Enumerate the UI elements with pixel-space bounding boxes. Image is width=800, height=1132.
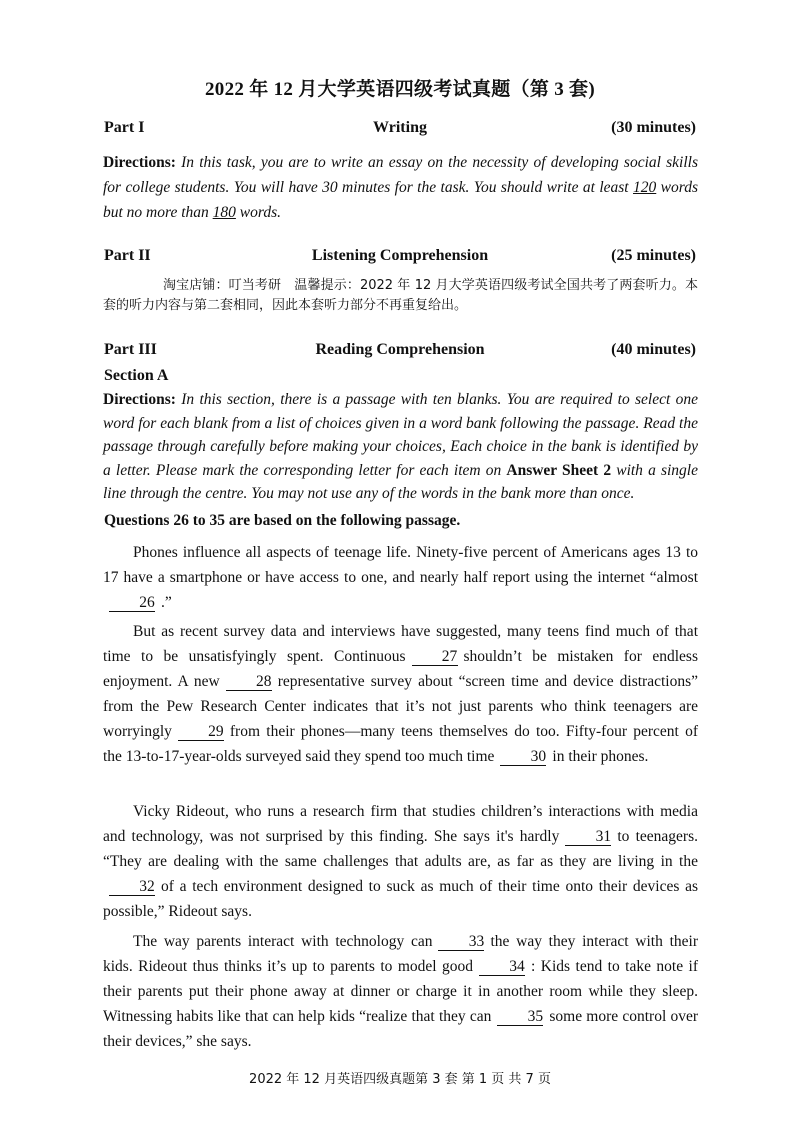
- directions-label: Directions:: [103, 391, 176, 408]
- passage-paragraph-1: Phones influence all aspects of teenage life. Ninety-five percent of Americans ages 13 to 17 have a smartphone or have access to one, and nearly half report using the internet “almost26 .”: [103, 544, 698, 611]
- max-words: 180: [212, 204, 236, 221]
- part2-label: Part II: [104, 247, 151, 264]
- passage-paragraph-2: But as recent survey data and interviews have suggested, many teens find much of that time to be unsatisfyingly spent. Continuous 27 shouldn’t be mistaken for endless enjoyment. A new 28 representative survey about “screen time and device distractions” from the Pew Research Center indicates that it’s not just parents who think teenagers are worryingly 29 from their phones—many teens themselves do too. Fifty-four percent of the 13-to-17-year-olds surveyed said they spend too much time 30 in their phones.: [103, 623, 698, 765]
- part3-directions: [103, 388, 698, 506]
- listening-note: 淘宝店铺：叮当考研 温馨提示：2022 年 12 月大学英语四级考试全国共考了两套听力。本套的听力内容与第二套相同，因此本套听力部分不再重复给出。: [103, 278, 698, 313]
- section-a-heading: Section A: [104, 367, 169, 384]
- blank-32: 32: [109, 878, 155, 896]
- blank-34: 34: [479, 958, 525, 976]
- directions-text: words.: [235, 204, 281, 221]
- part2-time: (25 minutes): [611, 247, 696, 264]
- blank-27: 27: [412, 648, 458, 666]
- min-words: 120: [633, 179, 657, 196]
- blank-28: 28: [226, 673, 272, 691]
- part2-header: [104, 247, 696, 269]
- part3-name: Reading Comprehension: [315, 341, 485, 358]
- blank-35: 35: [497, 1008, 543, 1026]
- passage-paragraph-4: The way parents interact with technology can 33 the way they interact with their kids. Rideout thus thinks it’s up to parents to model good 34 : Kids tend to take note if their parents put their phone away at dinner or charge it in another room while they sleep. Witnessing habits like that can help kids “realize that they can 35 some more control over their devices,” she says.: [103, 933, 698, 1050]
- directions-text: In this task, you are to write an essay on the necessity of developing social skills for college students. You will have 30 minutes for the task. You should write at least: [103, 154, 698, 196]
- directions-text: words but no more than: [103, 179, 698, 221]
- part1-label: Part I: [104, 119, 145, 136]
- page-title: 2022 年 12 月大学英语四级考试真题（第 3 套): [205, 79, 595, 100]
- directions-text: In this section, there is a passage with ten blanks. You are required to select one word for each blank from a list of choices given in a word bank following the passage. Read the passage through carefully before making your choices, Each choice in the bank is identified by a letter. Please mark the corresponding letter for each item on: [103, 391, 698, 479]
- part1-header: [104, 119, 696, 141]
- part1-name: Writing: [373, 119, 427, 136]
- page-footer: 2022 年 12 月英语四级真题第 3 套 第 1 页 共 7 页: [249, 1072, 551, 1087]
- answer-sheet-ref: Answer Sheet 2: [506, 461, 612, 479]
- part1-directions: [103, 150, 698, 225]
- blank-33: 33: [438, 933, 484, 951]
- blank-26: 26: [109, 594, 155, 612]
- questions-heading: Questions 26 to 35 are based on the following passage.: [104, 512, 461, 529]
- directions-text: with a single line through the centre. You may not use any of the words in the bank more than once.: [103, 461, 698, 502]
- blank-31: 31: [565, 828, 611, 846]
- blank-30: 30: [500, 748, 546, 766]
- part1-time: (30 minutes): [611, 119, 696, 136]
- part3-time: (40 minutes): [611, 341, 696, 358]
- passage-paragraph-3: Vicky Rideout, who runs a research firm that studies children’s interactions with media and technology, was not surprised by this finding. She says it's hardly 31 to teenagers. “They are dealing with the same challenges that adults are, as far as they are living in the32 of a tech environment designed to suck as much of their time onto their devices as possible,” Rideout says.: [103, 803, 698, 920]
- directions-label: Directions:: [103, 154, 176, 171]
- blank-29: 29: [178, 723, 224, 741]
- part2-name: Listening Comprehension: [311, 247, 489, 264]
- part3-label: Part III: [104, 341, 157, 358]
- part3-header: [104, 341, 696, 363]
